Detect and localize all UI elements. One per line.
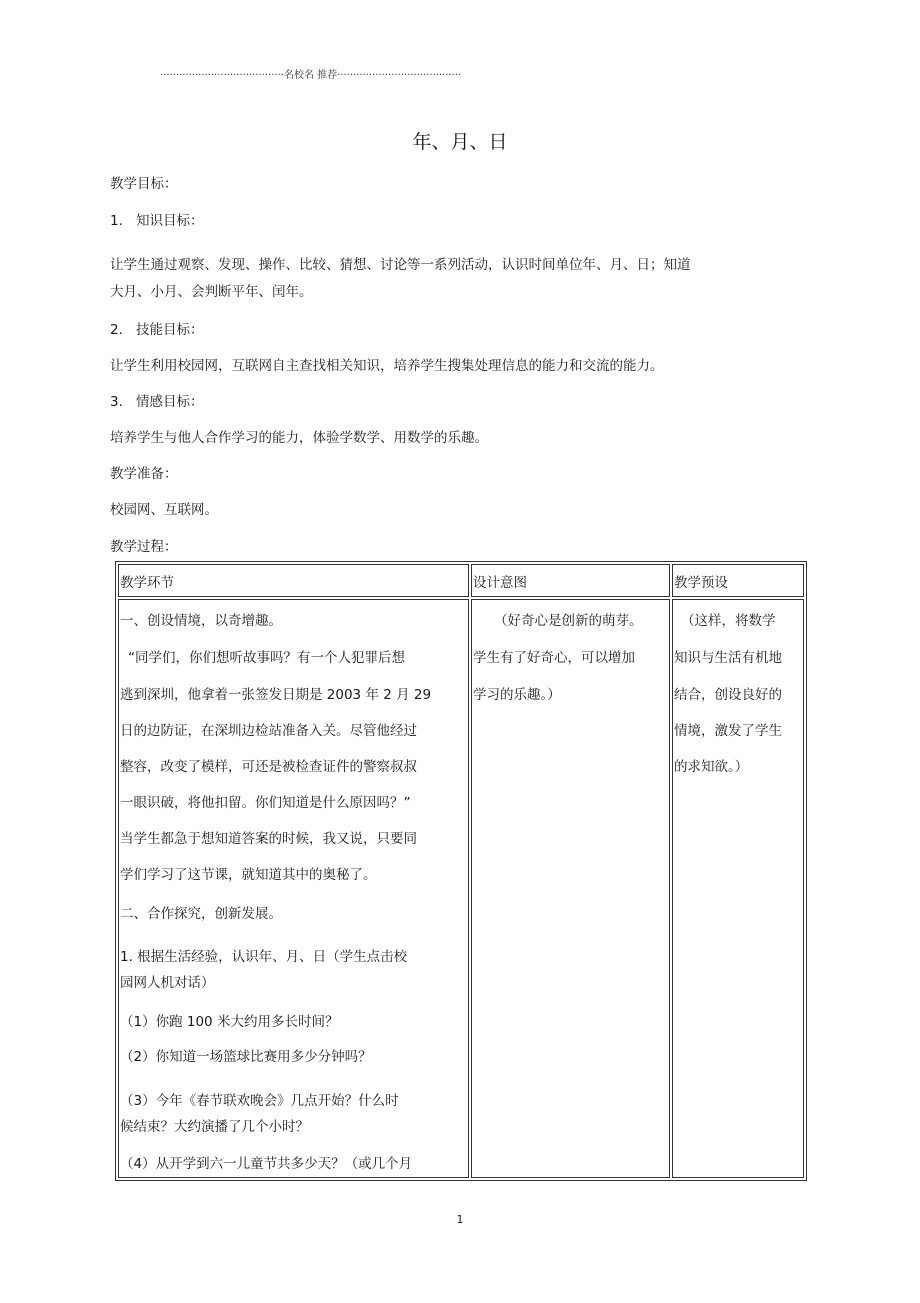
cell-line: （这样，将数学 (681, 613, 776, 629)
item-label: 情感目标： (136, 394, 204, 410)
cell-line: “同学们，你们想听故事吗？有一个人犯罪后想 (128, 650, 405, 666)
emotion-objective-heading (110, 390, 204, 410)
cell-line: 1. 根据生活经验，认识年、月、日（学生点击校 (120, 949, 408, 965)
knowledge-text-line: 让学生通过观察、发现、操作、比较、猜想、讨论等一系列活动，认识时间单位年、月、日；知道 (110, 257, 691, 273)
cell-line: （1）你跑 100 米大约用多长时间？ (120, 1014, 339, 1030)
cell-line: （4）从开学到六一儿童节共多少天？（或几个月 (120, 1156, 413, 1172)
knowledge-text-line: 大月、小月、会判断平年、闰年。 (110, 284, 313, 300)
skill-text: 让学生利用校园网，互联网自主查找相关知识，培养学生搜集处理信息的能力和交流的能力。 (110, 358, 664, 374)
item-number: 2. (110, 322, 123, 338)
cell-line: 二、合作探究，创新发展。 (120, 906, 282, 922)
knowledge-objective-heading (110, 209, 204, 229)
table-header-row (118, 564, 804, 597)
cell-line: （3）今年《春节联欢晚会》几点开始？什么时 (120, 1093, 399, 1109)
cell-line: 当学生都急于想知道答案的时候，我又说，只要同 (120, 831, 417, 847)
cell-line: 结合，创设良好的 (674, 687, 782, 703)
table-row (118, 599, 804, 1178)
page-header: ·······································名校名 推荐······································· (160, 70, 462, 81)
item-label: 技能目标： (136, 322, 204, 338)
objectives-heading: 教学目标： (110, 176, 178, 192)
cell-line: 日的边防证，在深圳边检站准备入关。尽管他经过 (120, 723, 417, 739)
preset-cell (672, 599, 804, 1178)
cell-line: 学习的乐趣。） (473, 687, 561, 703)
cell-line: 一眼识破，将他扣留。你们知道是什么原因吗？” (120, 795, 411, 811)
item-label: 知识目标： (136, 213, 204, 229)
header-stage: 教学环节 (118, 564, 469, 597)
cell-line: 整容，改变了模样，可还是被检查证件的警察叔叔 (120, 759, 417, 775)
cell-line: 情境，激发了学生 (674, 723, 782, 739)
intent-cell (471, 599, 670, 1178)
process-heading: 教学过程： (110, 539, 178, 555)
cell-line: 的求知欲。） (674, 759, 749, 775)
process-table (115, 561, 807, 1181)
document-title: 年、月、日 (412, 131, 508, 153)
cell-line: 知识与生活有机地 (674, 650, 782, 666)
header-intent: 设计意图 (471, 564, 670, 597)
cell-line: 逃到深圳，他拿着一张签发日期是 2003 年 2 月 29 (120, 687, 432, 703)
cell-line: 学生有了好奇心，可以增加 (473, 650, 635, 666)
cell-line: 候结束？大约演播了几个小时？ (120, 1119, 309, 1135)
prep-heading: 教学准备： (110, 466, 178, 482)
cell-line: （2）你知道一场篮球比赛用多少分钟吗？ (120, 1049, 372, 1065)
item-number: 1. (110, 213, 123, 229)
prep-text: 校园网、互联网。 (110, 502, 218, 518)
stage-cell (118, 599, 469, 1178)
skill-objective-heading (110, 318, 204, 338)
cell-line: 一、创设情境，以奇增趣。 (120, 613, 282, 629)
cell-line: 学们学习了这节课，就知道其中的奥秘了。 (120, 867, 377, 883)
item-number: 3. (110, 394, 123, 410)
header-preset: 教学预设 (672, 564, 804, 597)
cell-line: 园网人机对话） (120, 975, 215, 991)
emotion-text: 培养学生与他人合作学习的能力，体验学数学、用数学的乐趣。 (110, 430, 488, 446)
cell-line: （好奇心是创新的萌芽。 (494, 613, 643, 629)
page-number: 1 (456, 1213, 464, 1226)
